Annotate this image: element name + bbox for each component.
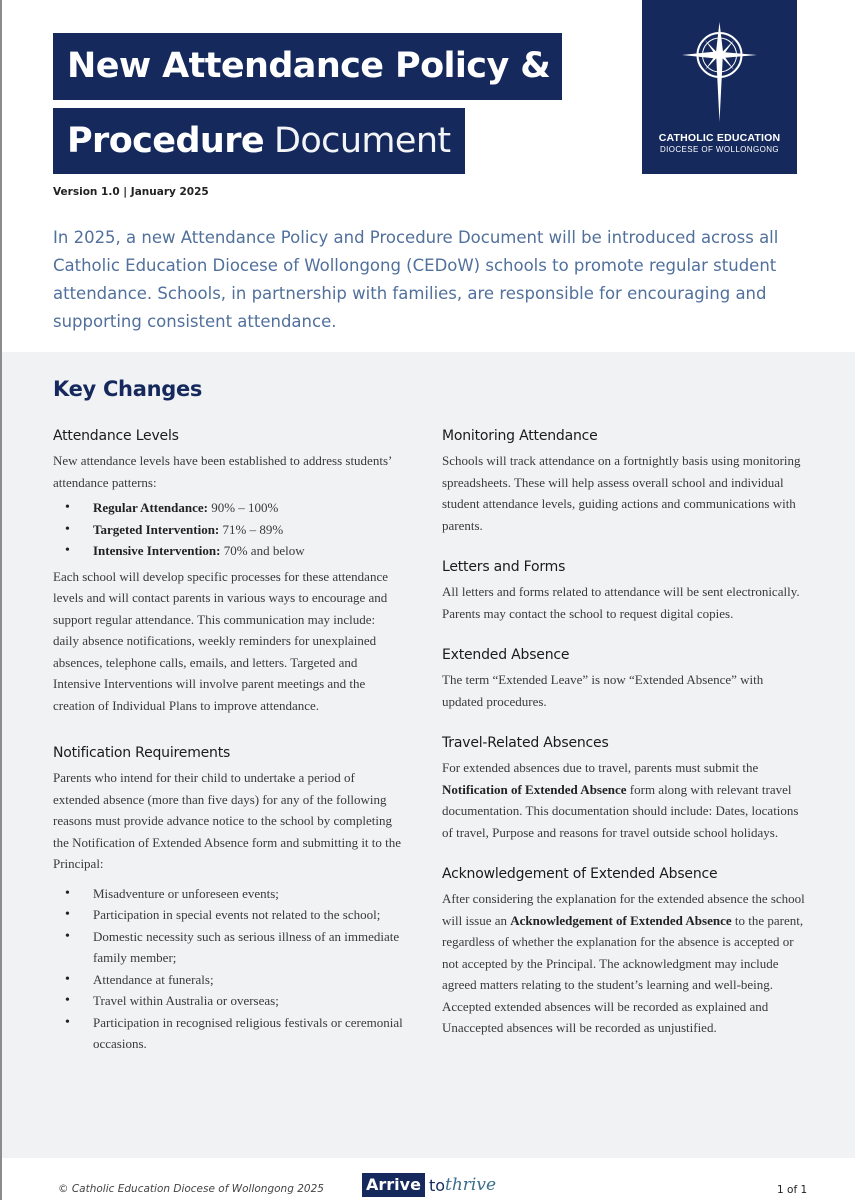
left-column — [53, 425, 403, 1055]
notification-section — [53, 742, 403, 1055]
list-item: • Participation in special events not related to the school; — [65, 904, 403, 926]
extended-heading: Extended Absence — [442, 647, 570, 663]
travel-form-name: Notification of Extended Absence — [442, 781, 627, 797]
intro-paragraph: In 2025, a new Attendance Policy and Procedure Document will be introduced across all Catholic Education Diocese of Wollongong (CEDoW) schools to promote regular student attendance. Schools, in partnership with families, are responsible for encouraging and supporting consistent attendance. — [53, 228, 779, 331]
brand-arrive: Arrive — [362, 1173, 425, 1197]
monitoring-section — [442, 425, 807, 536]
attendance-levels-intro: New attendance levels have been established to address students’ attendance patterns: — [53, 453, 392, 490]
cross-logo-icon — [682, 22, 757, 122]
travel-body-post: form along with relevant travel documentation. This documentation should include: Dates, locations of travel, Purpose and reasons for travel outside school holidays. — [442, 781, 799, 840]
acknowledgement-body-post: to the parent, regardless of whether the explanation for the absence is accepted or not accepted by the Principal. The acknowledgment may include agreed matters relating to the student’s learning and well-being. Accepted extended absences will be recorded as explained and Unaccepted absences will be recorded as unjustified. — [442, 912, 804, 1035]
brand-thrive: thrive — [445, 1175, 497, 1195]
acknowledgement-section — [442, 863, 807, 1039]
attendance-levels-list — [53, 497, 403, 562]
list-item: • Attendance at funerals; — [65, 969, 403, 991]
notification-heading: Notification Requirements — [53, 745, 231, 761]
version-label: Version 1.0 | January 2025 — [53, 186, 209, 198]
travel-body-pre: For extended absences due to travel, parents must submit the — [442, 760, 759, 775]
list-item: • Participation in recognised religious festivals or ceremonial occasions. — [65, 1012, 403, 1055]
footer-copyright: © Catholic Education Diocese of Wollongong 2025 — [58, 1183, 324, 1195]
list-item: • Domestic necessity such as serious illness of an immediate family member; — [65, 926, 403, 969]
list-item — [65, 497, 403, 519]
attendance-levels-section — [53, 425, 403, 716]
extended-body: The term “Extended Leave” is now “Extended Absence” with updated procedures. — [442, 672, 764, 709]
arrive-to-thrive-logo — [362, 1173, 496, 1197]
attendance-levels-heading: Attendance Levels — [53, 428, 179, 444]
level-name: Regular Attendance: — [93, 500, 208, 515]
title-text-bold: Procedure — [67, 120, 265, 161]
acknowledgement-body-pre: After considering the explanation for the extended absence the school will issue an — [442, 891, 805, 928]
travel-body — [442, 757, 807, 843]
page-number: 1 of 1 — [777, 1184, 808, 1196]
notification-reasons-list — [53, 883, 403, 1055]
level-name: Targeted Intervention: — [93, 521, 220, 537]
title-text-thin: Document — [274, 120, 451, 161]
extended-section — [442, 644, 807, 712]
travel-heading: Travel-Related Absences — [442, 735, 609, 751]
travel-section — [442, 732, 807, 843]
notification-body: Parents who intend for their child to undertake a period of extended absence (more than five days) for any of the following reasons must provide advance notice to the school by completing the Notification of Extended Absence form and submitting it to the Principal: — [53, 770, 402, 871]
level-range: 90% – 100% — [211, 500, 279, 515]
key-changes-heading: Key Changes — [53, 377, 203, 401]
letters-heading: Letters and Forms — [442, 559, 566, 575]
level-range: 71% – 89% — [222, 521, 284, 537]
letters-section — [442, 556, 807, 624]
level-range: 70% and below — [223, 543, 305, 558]
brand-to: to — [428, 1175, 445, 1195]
title-text-1: New Attendance Policy & — [67, 46, 551, 86]
monitoring-body: Schools will track attendance on a fortnightly basis using monitoring spreadsheets. These will help assess overall school and individual student attendance levels, guiding actions and communications with parents. — [442, 453, 801, 533]
level-name: Intensive Intervention: — [93, 543, 221, 558]
logo-text-line2: DIOCESE OF WOLLONGONG — [659, 145, 780, 154]
attendance-levels-body: Each school will develop specific processes for these attendance levels and will contact parents in various ways to encourage and support regular attendance. This communication may include: daily absence notifications, weekly reminders for unexplained absences, telephone calls, emails, and letters. Targeted and Intensive Interventions will involve parent meetings and the creation of Individual Plans to improve attendance. — [53, 568, 388, 713]
monitoring-heading: Monitoring Attendance — [442, 428, 598, 444]
acknowledgement-body — [442, 888, 807, 1039]
acknowledgement-heading: Acknowledgement of Extended Absence — [442, 866, 718, 882]
logo-text-line1: CATHOLIC EDUCATION — [658, 132, 781, 144]
cedow-logo — [642, 0, 797, 174]
list-item — [65, 540, 403, 562]
title-line-1 — [53, 33, 562, 100]
right-column — [442, 425, 807, 1039]
list-item: • Travel within Australia or overseas; — [65, 990, 403, 1012]
title-line-2 — [53, 108, 465, 174]
list-item — [65, 519, 403, 541]
list-item: • Misadventure or unforeseen events; — [65, 883, 403, 905]
acknowledgement-form-name: Acknowledgement of Extended Absence — [510, 912, 732, 928]
letters-body: All letters and forms related to attendance will be sent electronically. Parents may contact the school to request digital copies. — [442, 584, 800, 621]
